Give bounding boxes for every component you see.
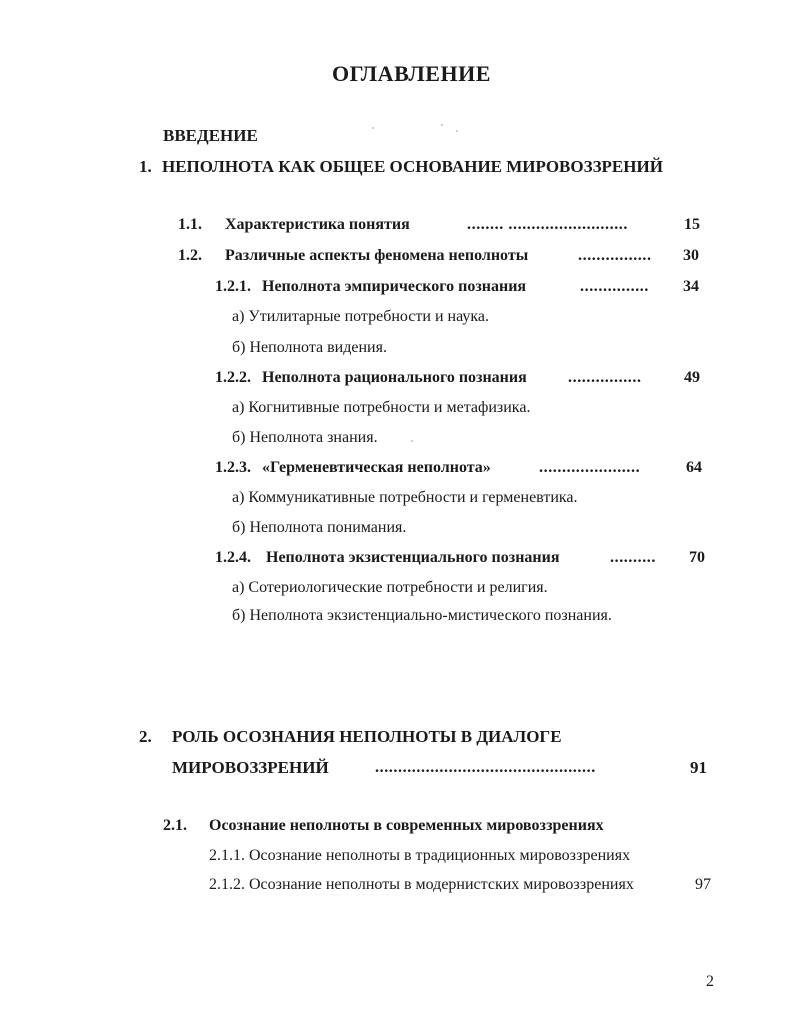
toc-subitem-1-2-4-a: а) Сотериологические потребности и религия. <box>232 579 548 596</box>
toc-section-1-2-1-leader: ............... <box>580 278 649 295</box>
toc-subitem-1-2-2-b: б) Неполнота знания. <box>232 429 378 446</box>
toc-subitem-1-2-3-a: а) Коммуникативные потребности и герменевтика. <box>232 489 578 506</box>
toc-section-1-2-1-number: 1.2.1. <box>215 278 251 295</box>
scan-speck <box>456 130 458 132</box>
toc-section-2-1-title: Осознание неполноты в современных мировоззрениях <box>209 817 604 834</box>
toc-section-1-1-leader: ........ .......................... <box>467 216 628 233</box>
toc-chapter-2-leader: ................................................ <box>375 759 596 776</box>
toc-section-1-2-4-title: Неполнота экзистенциального познания <box>266 549 560 566</box>
page-number: 2 <box>706 973 714 990</box>
toc-section-1-2-4-leader: .......... <box>610 549 656 566</box>
toc-section-1-2-1-page: 34 <box>683 278 699 295</box>
toc-section-1-2-3-page: 64 <box>686 459 702 476</box>
toc-chapter-2-title-line2: МИРОВОЗЗРЕНИЙ <box>172 758 329 777</box>
toc-subitem-1-2-1-a: а) Утилитарные потребности и наука. <box>232 308 490 325</box>
toc-section-1-2-2-page: 49 <box>684 369 700 386</box>
toc-section-2-1-2-page: 97 <box>695 876 711 893</box>
toc-chapter-2-title-line1: РОЛЬ ОСОЗНАНИЯ НЕПОЛНОТЫ В ДИАЛОГЕ <box>172 727 562 746</box>
toc-subitem-1-2-3-b: б) Неполнота понимания. <box>232 519 407 536</box>
toc-section-1-2-3-title: «Герменевтическая неполнота» <box>262 459 491 476</box>
toc-section-1-2-2-title: Неполнота рационального познания <box>262 369 527 386</box>
toc-section-1-2-3-number: 1.2.3. <box>215 459 251 476</box>
toc-section-1-2-title: Различные аспекты феномена неполноты <box>225 247 529 264</box>
toc-subitem-1-2-4-b: б) Неполнота экзистенциально-мистического познания. <box>232 607 612 624</box>
toc-section-1-1-title: Характеристика понятия <box>225 216 410 233</box>
toc-chapter-1-number: 1. <box>139 157 152 176</box>
toc-introduction: ВВЕДЕНИЕ <box>163 126 258 145</box>
toc-section-1-2-page: 30 <box>683 247 699 264</box>
toc-section-1-2-2-number: 1.2.2. <box>215 369 251 386</box>
toc-section-1-2-4-page: 70 <box>689 549 705 566</box>
toc-chapter-2-number: 2. <box>139 727 152 746</box>
scan-speck <box>441 124 443 126</box>
toc-section-1-2-2-leader: ................ <box>568 369 642 386</box>
toc-chapter-2-page: 91 <box>690 758 707 777</box>
scan-speck <box>411 440 413 442</box>
toc-section-1-2-number: 1.2. <box>178 247 202 264</box>
page-title: ОГЛАВЛЕНИЕ <box>332 61 491 86</box>
toc-section-1-2-leader: ................ <box>578 247 652 264</box>
toc-subitem-1-2-1-b: б) Неполнота видения. <box>232 339 387 356</box>
toc-section-1-2-4-number: 1.2.4. <box>215 549 251 566</box>
toc-section-2-1-1: 2.1.1. Осознание неполноты в традиционных мировоззрениях <box>209 847 631 864</box>
toc-section-1-2-1-title: Неполнота эмпирического познания <box>262 278 527 295</box>
toc-section-2-1-number: 2.1. <box>163 817 187 834</box>
scan-speck <box>372 127 374 129</box>
toc-subitem-1-2-2-a: а) Когнитивные потребности и метафизика. <box>232 399 531 416</box>
toc-section-1-1-number: 1.1. <box>178 216 202 233</box>
toc-section-1-1-page: 15 <box>684 216 700 233</box>
toc-section-2-1-2: 2.1.2. Осознание неполноты в модернистских мировоззрениях <box>209 876 634 893</box>
toc-section-1-2-3-leader: ...................... <box>539 459 641 476</box>
toc-chapter-1-title: НЕПОЛНОТА КАК ОБЩЕЕ ОСНОВАНИЕ МИРОВОЗЗРЕНИЙ <box>162 157 663 176</box>
